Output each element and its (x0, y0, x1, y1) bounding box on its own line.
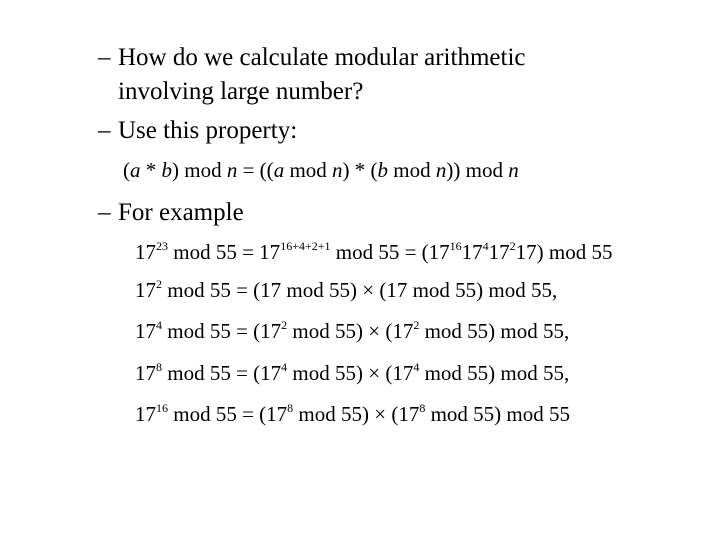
example-line-4: $17^8$ mod $55 = (17^4$ mod $55) \times (17^4$ mod 55) mod 55, (135, 360, 570, 385)
property-formula: (a * b) mod n = ((a mod n) * (b mod n)) mod n (123, 158, 519, 182)
bullet-question (98, 41, 525, 109)
example-line-5: $17^{16}$ mod $55 = (17^8$ mod $55) \times (17^8$ mod 55) mod 55 (135, 401, 571, 426)
bullet-example (98, 196, 244, 230)
bullet-question-line2: involving large number? (118, 78, 364, 105)
bullet-dash: – (98, 199, 111, 226)
example-line-3: $17^4$ mod $55 = (17^2$ mod $55) \times (17^2$ mod 55) mod 55, (135, 318, 570, 343)
example-line-1: $17^{23}$ mod $55 = 17^{16+4+2+1}$ mod $55 = (17^{16}17^417^217)$ mod 55 (135, 239, 613, 264)
bullet-example-text: For example (118, 199, 244, 226)
bullet-question-line1: How do we calculate modular arithmetic (118, 44, 526, 71)
bullet-property (98, 114, 297, 148)
bullet-property-text: Use this property: (118, 117, 298, 144)
example-line-2: $17^2$ mod 55 = (17 mod 55) × (17 mod 55) mod 55, (135, 277, 558, 302)
bullet-dash: – (98, 117, 111, 144)
bullet-dash: – (98, 44, 111, 71)
